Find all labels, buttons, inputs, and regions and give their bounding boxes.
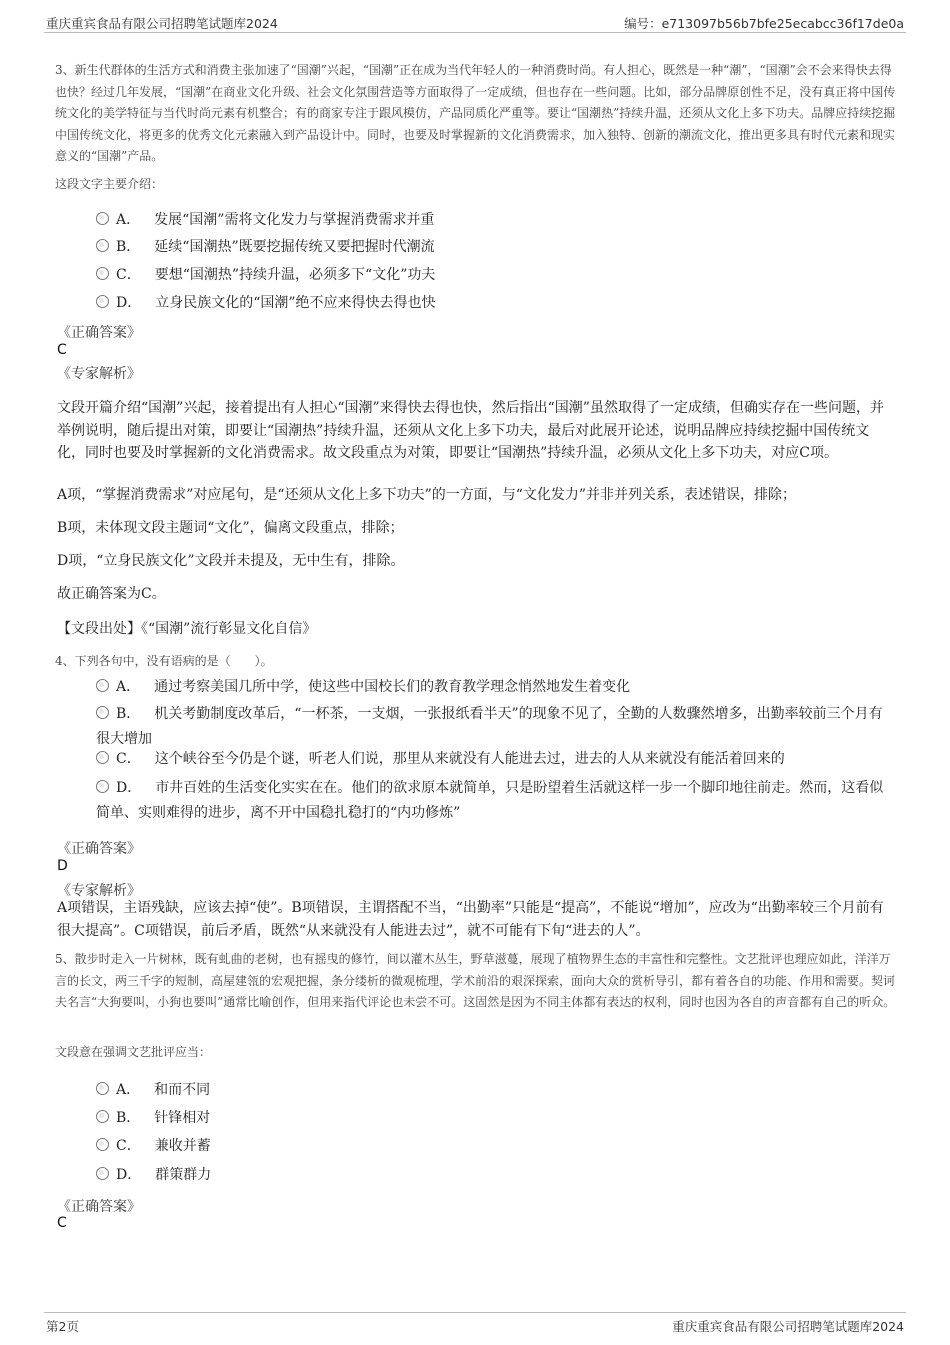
- q3-analysis-label: 《专家解析》: [57, 366, 141, 382]
- q5-passage: 5、散步时走入一片树林，既有虬曲的老树，也有摇曳的修竹，间以灌木丛生，野草滋蔓，展现了植物界生态的丰富性和完整性。文艺批评也理应如此，洋洋万言的长文，两三千字的短制，高屋建瓴的宏观把握，条分缕析的微观梳理，学术前沿的艰深探索，面向大众的赏析导引，都有着各自的功能、作用和需要。契诃夫名言“大狗要叫，小狗也要叫”通常比喻创作，但用来指代评论也未尝不可。这固然是因为不同主体都有表达的权利，同时也因为各自的声音都有自己的听众。: [55, 952, 896, 1009]
- q3-analysis-d: D项，“立身民族文化”文段并未提及，无中生有，排除。: [57, 553, 405, 569]
- q4-option-d[interactable]: D． 市井百姓的生活变化实实在在。他们的欲求原本就简单，只是盼望着生活就这样一步一个脚印地往前走。然而，这看似简单、实则难得的进步，离不开中国稳扎稳打的“内功修炼”: [96, 780, 884, 821]
- q4-analysis: A项错误，主语残缺，应该去掉“使”。B项错误，主谓搭配不当，“出勤率”只能是“提高”，不能说“增加”，应改为“出勤率较三个月前有很大提高”。C项错误，前后矛盾，既然“从来就没有人能进去过”，就不可能有下旬“进去的人”。: [57, 900, 884, 939]
- q3-analysis-a: A项，“掌握消费需求”对应尾句，是“还须从文化上多下功夫”的一方面，与“文化发力”并非并列关系，表述错误，排除；: [57, 487, 797, 503]
- q5-option-b[interactable]: B． 针锋相对: [96, 1106, 896, 1131]
- q5-answer: C: [57, 1215, 67, 1231]
- q3-passage: 3、新生代群体的生活方式和消费主张加速了“国潮”兴起，“国潮”正在成为当代年轻人的一种消费时尚。有人担心，既然是一种“潮”，“国潮”会不会来得快去得也快？经过几年发展，“国潮”在商业文化升级、社会文化氛围营造等方面取得了一定成绩，但也存在一些问题。比如，部分品牌原创性不足，没有真正将中国传统文化的美学特征与当代时尚元素有机整合；有的商家专注于跟风模仿，产品同质化严重等。要让“国潮热”持续升温，还须从文化上多下功夫。品牌应持续挖掘中国传统文化，将更多的优秀文化元素融入到产品设计中。同时，也要及时掌握新的文化消费需求，加入独特、创新的潮流文化，推出更多具有时代元素和现实意义的“国潮”产品。: [55, 63, 896, 163]
- radio-icon[interactable]: [96, 212, 109, 225]
- q5-option-c[interactable]: C． 兼收并蓄: [96, 1134, 896, 1159]
- q3-answer-label: 《正确答案》: [57, 325, 141, 341]
- radio-icon[interactable]: [96, 706, 109, 719]
- q5-answer-label: 《正确答案》: [57, 1199, 141, 1215]
- page-header: [44, 12, 906, 33]
- q5-option-a[interactable]: A． 和而不同: [96, 1078, 896, 1103]
- q3-analysis-para: 文段开篇介绍“国潮”兴起，接着提出有人担心“国潮”来得快去得也快，然后指出“国潮”虽然取得了一定成绩，但确实存在一些问题，并举例说明，随后提出对策，即要让“国潮热”持续升温，还须从文化上多下功夫，最后对此展开论述，说明品牌应持续挖掘中国传统文化，同时也要及时掌握新的文化消费需求。故文段重点为对策，即要让“国潮热”持续升温，必须从文化上多下功夫，对应C项。: [57, 400, 884, 461]
- q3-option-d[interactable]: D． 立身民族文化的“国潮”绝不应来得快去得也快: [96, 291, 896, 316]
- radio-icon[interactable]: [96, 239, 109, 252]
- q3-option-c[interactable]: C． 要想“国潮热”持续升温，必须多下“文化”功夫: [96, 263, 896, 288]
- q3-analysis-conclusion: 故正确答案为C。: [57, 586, 166, 602]
- q4-answer: D: [57, 858, 68, 874]
- radio-icon[interactable]: [96, 267, 109, 280]
- radio-icon[interactable]: [96, 751, 109, 764]
- q4-option-c[interactable]: C． 这个峡谷至今仍是个谜，听老人们说，那里从来就没有人能进去过，进去的人从来就没有能活着回来的: [96, 747, 896, 772]
- page-number: 第2页: [46, 1319, 79, 1334]
- radio-icon[interactable]: [96, 679, 109, 692]
- radio-icon[interactable]: [96, 1110, 109, 1123]
- q3-answer: C: [57, 342, 67, 358]
- q4-analysis-label: 《专家解析》: [57, 883, 141, 899]
- footer-title: 重庆重宾食品有限公司招聘笔试题库2024: [672, 1319, 904, 1334]
- radio-icon[interactable]: [96, 1082, 109, 1095]
- q5-prompt: 文段意在强调文艺批评应当：: [55, 1045, 212, 1059]
- q4-option-b[interactable]: B． 机关考勤制度改革后，“一杯茶，一支烟，一张报纸看半天”的现象不见了，全勤的人数骤然增多，出勤率较前三个月有很大增加: [96, 706, 883, 747]
- radio-icon[interactable]: [96, 1138, 109, 1151]
- header-serial: 编号：e713097b56b7bfe25ecabcc36f17de0a: [624, 16, 904, 31]
- q3-analysis-b: B项，未体现文段主题词“文化”，偏离文段重点，排除；: [57, 520, 404, 536]
- q3-option-b[interactable]: B． 延续“国潮热”既要挖掘传统又要把握时代潮流: [96, 235, 896, 260]
- q4-stem: 4、下列各句中，没有语病的是（ ）。: [55, 654, 273, 668]
- q5-option-d[interactable]: D． 群策群力: [96, 1163, 896, 1188]
- q3-prompt: 这段文字主要介绍：: [55, 177, 164, 191]
- q3-source: 【文段出处】《“国潮”流行彰显文化自信》: [57, 621, 317, 637]
- q4-option-a[interactable]: A． 通过考察美国几所中学，使这些中国校长们的教育教学理念悄然地发生着变化: [96, 675, 896, 700]
- radio-icon[interactable]: [96, 295, 109, 308]
- radio-icon[interactable]: [96, 1167, 109, 1180]
- page-footer: [44, 1312, 906, 1335]
- header-title: 重庆重宾食品有限公司招聘笔试题库2024: [46, 16, 278, 31]
- q4-answer-label: 《正确答案》: [57, 841, 141, 857]
- radio-icon[interactable]: [96, 780, 109, 793]
- q3-option-a[interactable]: A． 发展“国潮”需将文化发力与掌握消费需求并重: [96, 208, 896, 233]
